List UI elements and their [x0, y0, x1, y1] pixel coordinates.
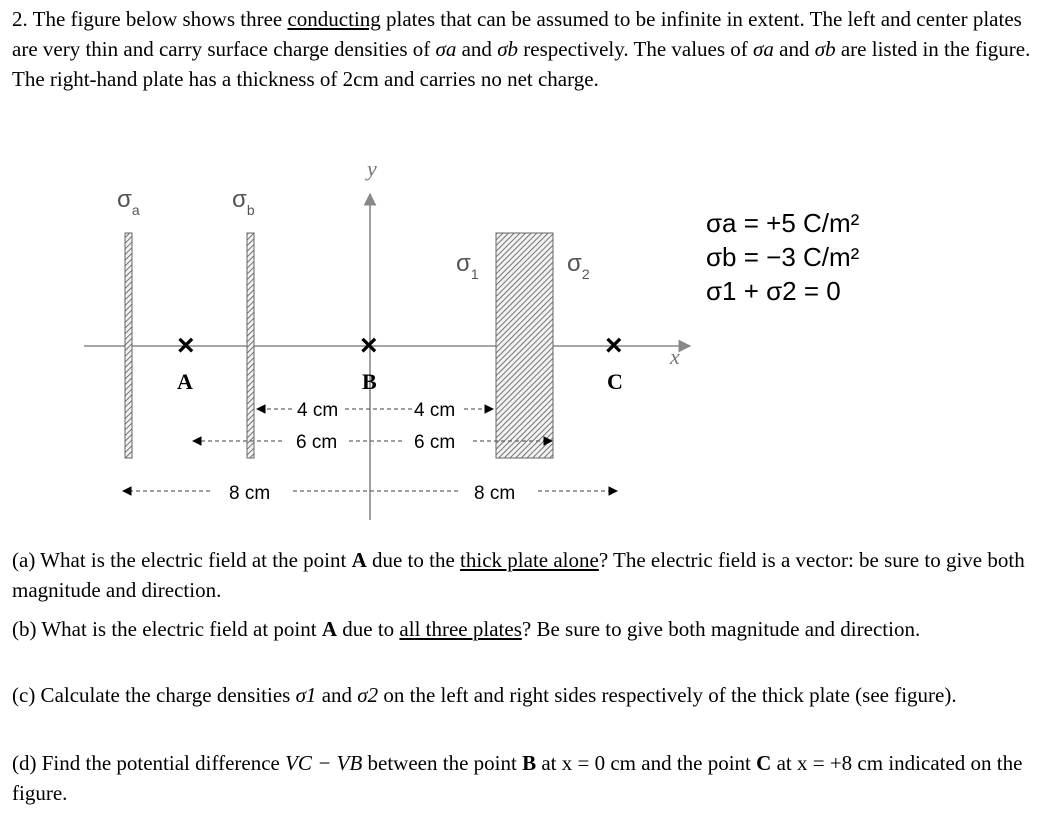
dim-4cm-right: 4 cm	[414, 400, 456, 421]
qd-text-5: at	[771, 751, 797, 775]
qb-text-2: due to	[337, 617, 400, 641]
qb-text-3: ? Be sure to give both magnitude and direction.	[521, 617, 921, 641]
qd-text-6: indicated on the figure.	[12, 751, 1023, 805]
marker-b: ×	[360, 329, 378, 362]
dim-6cm-right: 6 cm	[414, 432, 456, 453]
thick-plate	[496, 233, 553, 458]
label-sigma-2: $\sigma_2$	[567, 250, 590, 282]
qd-x8: x = +8 cm	[796, 751, 884, 775]
question-c	[12, 680, 1032, 710]
plate-a	[125, 233, 132, 458]
intro-text-3: plates that can be assumed to be infinite in extent. The left and center plates are very thin and carry surface charge densities of	[12, 7, 1022, 61]
label-sigma-a: $\sigma_a$	[117, 186, 140, 218]
qa-text-1: (a) What is the electric field at the point	[12, 548, 352, 572]
values-line-2: σb = −3 C/m²	[706, 242, 860, 272]
qb-point-a: A	[321, 617, 338, 641]
intro-sigma-b-2: σb	[814, 37, 836, 61]
qa-point-a: A	[351, 548, 367, 572]
label-sub-a: a	[131, 202, 140, 218]
intro-text-6: and	[773, 37, 815, 61]
intro-text-4: and	[456, 37, 498, 61]
problem-number: 2.	[12, 7, 28, 31]
dim-8cm-left: 8 cm	[229, 483, 271, 504]
question-d	[12, 748, 1032, 808]
plate-b	[247, 233, 254, 458]
question-b	[12, 614, 1012, 644]
qd-point-c: C	[756, 751, 772, 775]
qd-text-2: between the point	[362, 751, 523, 775]
label-sigma-b: $\sigma_b$	[232, 186, 255, 218]
marker-c: ×	[605, 329, 623, 362]
label-sub-2: 2	[581, 266, 590, 282]
qb-underlined: all three plates	[399, 617, 522, 641]
intro-underlined-conducting: conducting	[287, 7, 381, 31]
values-line-1: σa = +5 C/m²	[706, 208, 860, 238]
dim-4cm-left: 4 cm	[297, 400, 339, 421]
values-line-3: σ1 + σ2 = 0	[706, 276, 841, 306]
intro-sigma-a-2: σa	[753, 37, 774, 61]
qa-underlined: thick plate alone	[460, 548, 599, 572]
intro-text-1: The figure below shows three	[32, 7, 288, 31]
point-a-label: A	[177, 369, 193, 394]
x-axis-label: x	[670, 344, 680, 369]
qb-text-1: (b) What is the electric field at point	[12, 617, 322, 641]
dim-8cm-right: 8 cm	[474, 483, 516, 504]
marker-a: ×	[177, 329, 195, 362]
qa-text-3: ? The electric field is a vector: be sure to give both magnitude and direction.	[12, 548, 1025, 602]
qc-text-3: on the left and right sides respectively of the thick plate (see figure).	[378, 683, 957, 707]
dim-6cm-left: 6 cm	[296, 432, 338, 453]
qc-sigma-1: σ1	[295, 683, 317, 707]
qd-vc-vb: VC − VB	[285, 751, 363, 775]
qd-text-4: and the point	[636, 751, 757, 775]
intro-text-7: are listed in the figure. The right-hand plate has a thickness of 2cm and carries no net charge.	[12, 37, 1031, 91]
point-b-label: B	[362, 369, 377, 394]
intro-text-5: respectively. The values of	[518, 37, 754, 61]
intro-sigma-b: σb	[497, 37, 519, 61]
label-sub-1: 1	[470, 266, 479, 282]
qd-x0: x = 0 cm	[561, 751, 636, 775]
intro-sigma-a: σa	[435, 37, 457, 61]
qc-sigma-2: σ2	[357, 683, 379, 707]
qa-text-2: due to the	[366, 548, 461, 572]
qc-text-2: and	[316, 683, 358, 707]
qd-text-3: at	[536, 751, 562, 775]
label-sigma-1: $\sigma_1$	[456, 250, 479, 282]
point-c-label: C	[607, 369, 623, 394]
qc-text-1: (c) Calculate the charge densities	[12, 683, 296, 707]
question-a	[12, 545, 1032, 605]
label-sub-b: b	[246, 202, 255, 218]
y-axis-label: y	[367, 156, 377, 181]
qd-point-b: B	[522, 751, 537, 775]
qd-text-1: (d) Find the potential difference	[12, 751, 286, 775]
